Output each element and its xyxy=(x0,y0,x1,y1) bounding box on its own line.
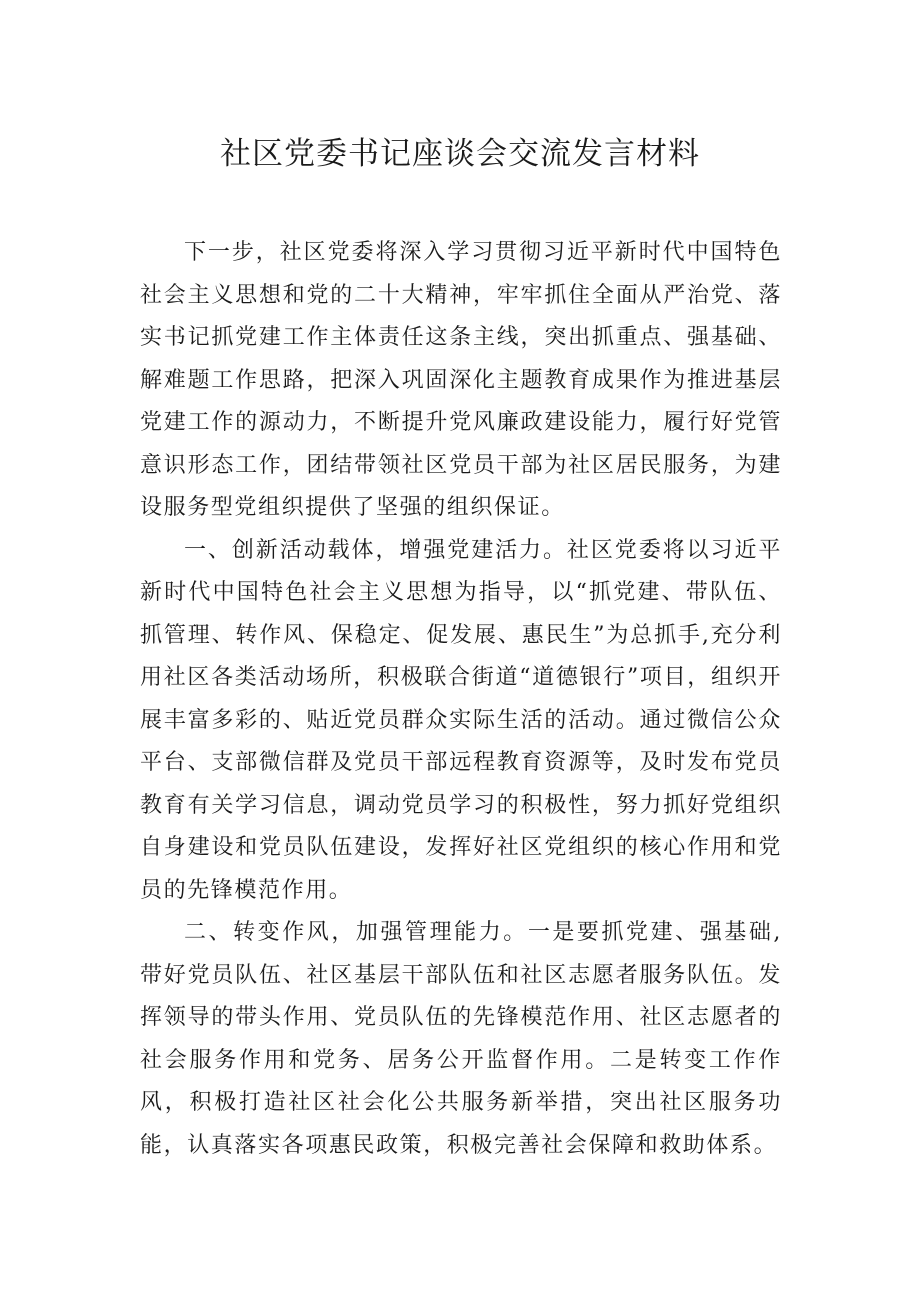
document-title: 社区党委书记座谈会交流发言材料 xyxy=(220,136,700,172)
paragraph-section-two: 二、转变作风，加强管理能力。一是要抓党建、强基础,带好党员队伍、社区基层干部队伍和社区志愿者服务队伍。发挥领导的带头作用、党员队伍的先锋模范作用、社区志愿者的社会服务作用和党务、居务公开监督作用。二是转变工作作风，积极打造社区社会化公共服务新举措，突出社区服务功能，认真落实各项惠民政策，积极完善社会保障和救助体系。 xyxy=(140,920,782,1158)
paragraph-next-steps: 下一步，社区党委将深入学习贯彻习近平新时代中国特色社会主义思想和党的二十大精神，牢牢抓住全面从严治党、落实书记抓党建工作主体责任这条主线，突出抓重点、强基础、解难题工作思路，把深入巩固深化主题教育成果作为推进基层党建工作的源动力，不断提升党风廉政建设能力，履行好党管意识形态工作，团结带领社区党员干部为社区居民服务，为建设服务型党组织提供了坚强的组织保证。 xyxy=(140,240,782,520)
document-body xyxy=(140,232,782,1167)
paragraph-section-one: 一、创新活动载体，增强党建活力。社区党委将以习近平新时代中国特色社会主义思想为指导，以“抓党建、带队伍、抓管理、转作风、保稳定、促发展、惠民生”为总抓手,充分利用社区各类活动场所，积极联合街道“道德银行”项目，组织开展丰富多彩的、贴近党员群众实际生活的活动。通过微信公众平台、支部微信群及党员干部远程教育资源等，及时发布党员教育有关学习信息，调动党员学习的积极性，努力抓好党组织自身建设和党员队伍建设，发挥好社区党组织的核心作用和党员的先锋模范作用。 xyxy=(140,537,782,903)
